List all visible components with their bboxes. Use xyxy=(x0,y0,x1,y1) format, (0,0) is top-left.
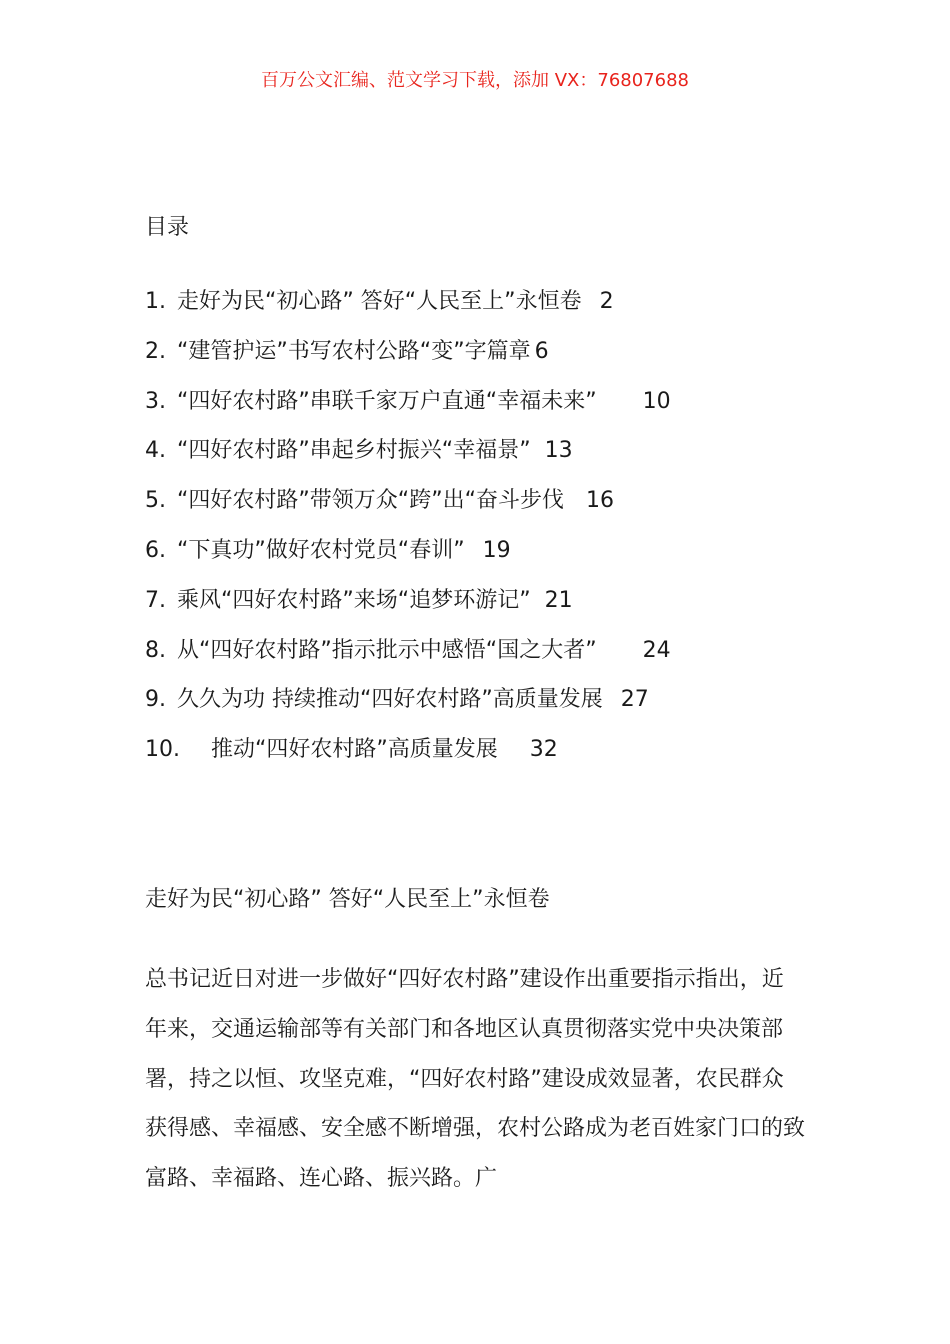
toc-item-page: 21 xyxy=(544,587,573,613)
toc-item-text: “建管护运”书写农村公路“变”字篇章 xyxy=(177,338,531,364)
toc-item-text: 走好为民“初心路” 答好“人民至上”永恒卷 xyxy=(177,289,582,314)
toc-item-10 xyxy=(145,734,671,784)
toc-item-text: 久久为功 持续推动“四好农村路”高质量发展 xyxy=(177,687,603,713)
toc-item-text: “四好农村路”串联千家万户直通“幸福未来” xyxy=(177,388,597,414)
toc-item-number: 4. xyxy=(145,438,166,464)
toc-item-text: “下真功”做好农村党员“春训” xyxy=(177,537,465,563)
toc-item-7 xyxy=(145,585,671,635)
toc-item-page: 32 xyxy=(529,737,558,763)
toc-list xyxy=(145,286,671,784)
toc-item-page: 6 xyxy=(534,338,549,364)
toc-item-page: 16 xyxy=(586,488,614,514)
toc-item-number: 2. xyxy=(145,338,166,364)
toc-item-page: 27 xyxy=(620,687,649,713)
toc-item-number: 1. xyxy=(145,289,166,314)
toc-item-5 xyxy=(145,485,671,535)
toc-item-page: 2 xyxy=(599,289,614,314)
toc-item-1 xyxy=(145,286,671,336)
header-banner: 百万公文汇编、范文学习下载，添加 VX：76807688 xyxy=(261,70,689,91)
toc-item-9 xyxy=(145,684,671,734)
toc-item-4 xyxy=(145,435,671,485)
toc-item-8 xyxy=(145,635,671,685)
toc-item-6 xyxy=(145,535,671,585)
toc-item-text: “四好农村路”串起乡村振兴“幸福景” xyxy=(177,438,531,464)
toc-item-text: 从“四好农村路”指示批示中感悟“国之大者” xyxy=(177,637,597,663)
toc-item-text: 乘风“四好农村路”来场“追梦环游记” xyxy=(177,587,531,613)
toc-item-number: 5. xyxy=(145,488,166,514)
toc-item-number: 3. xyxy=(145,388,166,414)
toc-item-number: 9. xyxy=(145,687,166,713)
toc-item-page: 10 xyxy=(642,388,671,414)
toc-item-page: 13 xyxy=(544,438,573,464)
toc-item-text: 推动“四好农村路”高质量发展 xyxy=(211,737,498,763)
toc-item-2 xyxy=(145,336,671,386)
section-title: 走好为民“初心路” 答好“人民至上”永恒卷 xyxy=(145,887,550,912)
toc-item-number: 8. xyxy=(145,637,166,663)
toc-item-page: 24 xyxy=(642,637,671,663)
toc-item-page: 19 xyxy=(482,537,511,563)
toc-item-text: “四好农村路”带领万众“跨”出“奋斗步伐 xyxy=(177,488,564,514)
toc-item-number: 7. xyxy=(145,587,166,613)
toc-item-number: 6. xyxy=(145,537,166,563)
toc-item-number: 10. xyxy=(145,737,180,763)
section-body-paragraph: 总书记近日对进一步做好“四好农村路”建设作出重要指示指出，近年来，交通运输部等有关部门和各地区认真贯彻落实党中央决策部署，持之以恒、攻坚克难，“四好农村路”建设成效显著，农民群众获得感、幸福感、安全感不断增强，农村公路成为老百姓家门口的致富路、幸福路、连心路、振兴路。广 xyxy=(145,967,806,1192)
toc-item-3 xyxy=(145,386,671,436)
toc-title: 目录 xyxy=(145,215,190,240)
